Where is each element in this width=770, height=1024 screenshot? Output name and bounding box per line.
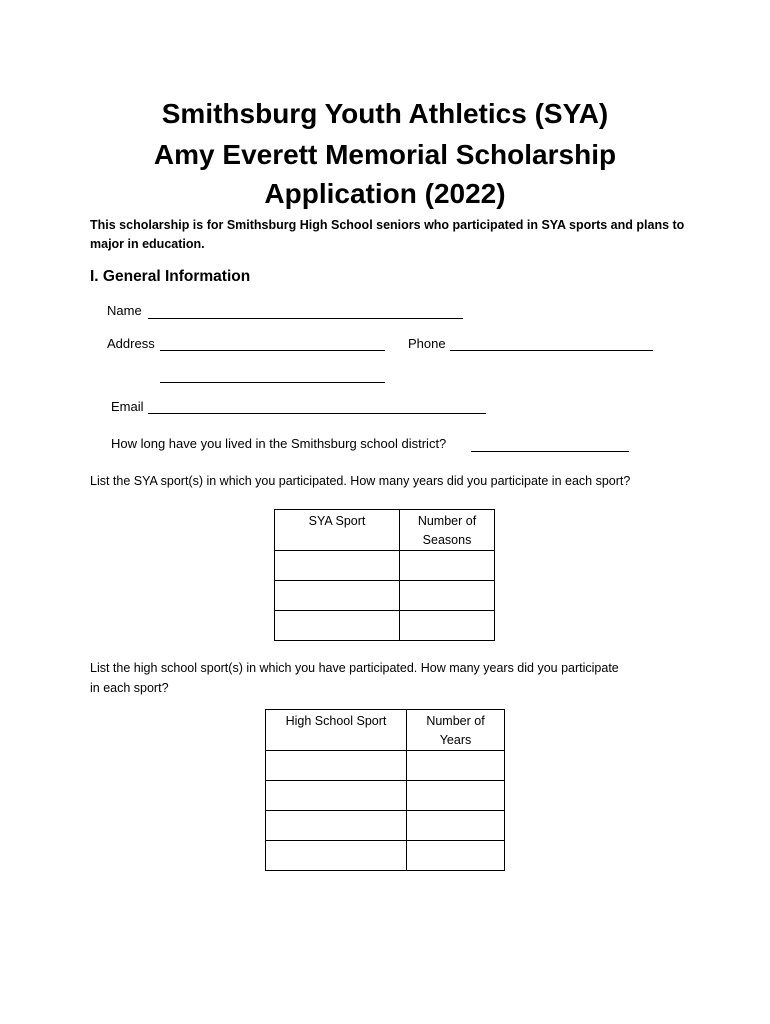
intro-text: This scholarship is for Smithsburg High School seniors who participated in SYA sports and plans to major in education. — [90, 218, 685, 251]
sya-seasons-header-line-1: Number of — [417, 514, 477, 528]
hs-sports-table — [265, 709, 505, 871]
sya-seasons-cell[interactable] — [400, 581, 495, 611]
residence-question: How long have you lived in the Smithsburg school district? — [111, 436, 447, 451]
sya-sport-cell[interactable] — [275, 581, 400, 611]
table-row — [266, 781, 505, 811]
sya-seasons-header-line-2: Seasons — [422, 533, 472, 547]
address-field-line-1[interactable] — [160, 350, 385, 351]
hs-sport-column-header: High School Sport — [266, 710, 407, 751]
table-row — [266, 751, 505, 781]
hs-sport-cell[interactable] — [266, 781, 407, 811]
phone-field[interactable] — [450, 350, 653, 351]
hs-years-header-line-2: Years — [439, 733, 472, 747]
sya-sport-column-header: SYA Sport — [275, 510, 400, 551]
sya-sport-cell[interactable] — [275, 611, 400, 641]
sya-seasons-column-header — [400, 510, 495, 551]
table-row — [266, 811, 505, 841]
email-field[interactable] — [148, 413, 486, 414]
title-line-2: Amy Everett Memorial Scholarship — [153, 139, 617, 170]
sya-sports-table — [274, 509, 495, 641]
table-row — [275, 611, 495, 641]
hs-years-cell[interactable] — [407, 811, 505, 841]
sya-seasons-cell[interactable] — [400, 551, 495, 581]
sya-sports-prompt: List the SYA sport(s) in which you participated. How many years did you participate in each sport? — [90, 474, 631, 488]
residence-field[interactable] — [471, 451, 629, 452]
sya-sport-cell[interactable] — [275, 551, 400, 581]
hs-sport-cell[interactable] — [266, 841, 407, 871]
title-line-3: Application (2022) — [264, 178, 506, 209]
table-row — [266, 841, 505, 871]
hs-years-cell[interactable] — [407, 751, 505, 781]
hs-years-cell[interactable] — [407, 781, 505, 811]
hs-sport-cell[interactable] — [266, 751, 407, 781]
hs-years-column-header — [407, 710, 505, 751]
hs-sports-prompt: List the high school sport(s) in which you have participated. How many years did you participate in each sport? — [90, 661, 619, 695]
table-row — [275, 551, 495, 581]
section-heading-general-information: I. General Information — [90, 268, 251, 285]
hs-years-header-line-1: Number of — [426, 714, 485, 728]
table-header-row — [266, 710, 505, 751]
title-line-1: Smithsburg Youth Athletics (SYA) — [161, 98, 609, 129]
address-field-line-2[interactable] — [160, 382, 385, 383]
name-label: Name — [107, 303, 142, 318]
table-row — [275, 581, 495, 611]
phone-label: Phone — [408, 336, 446, 351]
table-header-row — [275, 510, 495, 551]
hs-sport-cell[interactable] — [266, 811, 407, 841]
email-label: Email — [111, 399, 144, 414]
address-label: Address — [107, 336, 155, 351]
name-field[interactable] — [148, 318, 463, 319]
hs-years-cell[interactable] — [407, 841, 505, 871]
sya-seasons-cell[interactable] — [400, 611, 495, 641]
